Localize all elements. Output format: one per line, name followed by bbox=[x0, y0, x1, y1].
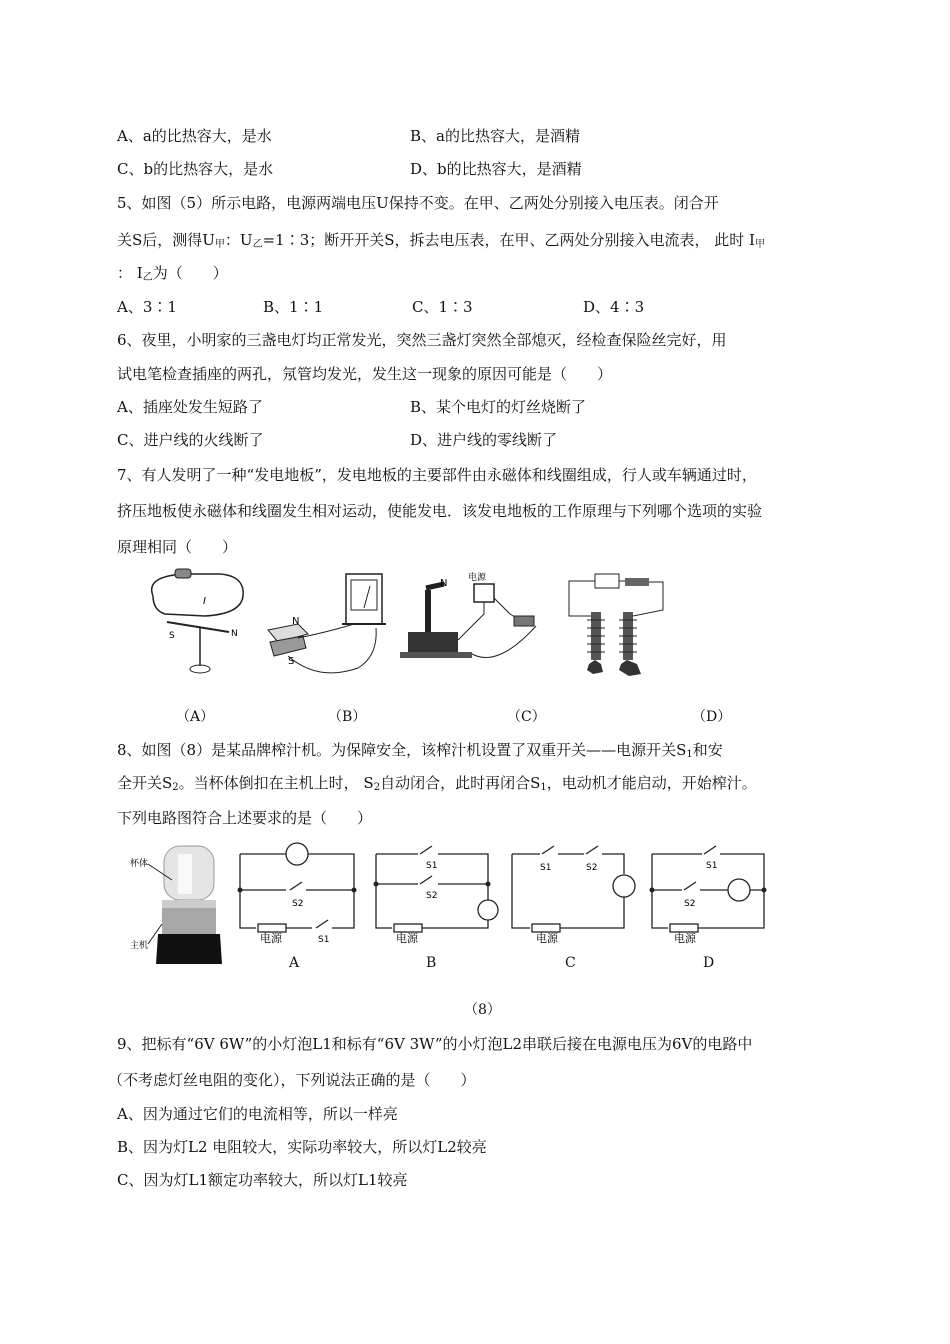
q6-option-b: B、某个电灯的灯丝烧断了 bbox=[410, 398, 587, 416]
figure-c-n-label: N bbox=[440, 578, 448, 589]
q6-stem-line1: 6、夜里，小明家的三盏电灯均正常发光，突然三盏灯突然全部熄灭，经检查保险丝完好，用 bbox=[117, 331, 727, 349]
q9-option-b: B、因为灯L2 电阻较大，实际功率较大，所以灯L2较亮 bbox=[117, 1138, 487, 1156]
q5-option-b: B、1∶1 bbox=[263, 298, 324, 316]
figure-a-current-label: I bbox=[203, 596, 206, 607]
q9-option-a: A、因为通过它们的电流相等，所以一样亮 bbox=[117, 1105, 398, 1123]
q9-stem-line2: （不考虑灯丝电阻的变化），下列说法正确的是（ ） bbox=[108, 1071, 476, 1089]
q5-stem-line3: ： $I_乙$为（ ） bbox=[117, 264, 228, 283]
q5-option-c: C、1∶3 bbox=[412, 298, 473, 316]
q5-option-a: A、3∶1 bbox=[117, 298, 177, 316]
q7-figure-b bbox=[258, 572, 398, 684]
q7-caption-c: （C） bbox=[507, 709, 546, 725]
q7-figure-a bbox=[145, 566, 250, 681]
q8-circuit-a bbox=[236, 840, 358, 944]
q5-stem-line2: 关S后，测得$U_甲$：$U_乙=1∶3$；断开开关S，拆去电压表，在甲、乙两处分别接入电流表， 此时 $I_甲$ bbox=[117, 231, 765, 250]
juicer-cup-label: 杯体 bbox=[130, 859, 149, 869]
q8-stem-line3: 下列电路图符合上述要求的是（ ） bbox=[117, 809, 373, 827]
q4-option-a: A、a的比热容大，是水 bbox=[117, 127, 272, 145]
circuit-c-s1-label: S1 bbox=[540, 863, 552, 873]
figure-b-n-label: N bbox=[292, 616, 300, 627]
q7-caption-b: （B） bbox=[328, 709, 367, 725]
q8-circuit-c bbox=[510, 840, 640, 944]
circuit-a-s1-label: S1 bbox=[318, 935, 330, 944]
q8-circuit-d bbox=[648, 840, 772, 944]
q7-stem-line3: 原理相同（ ） bbox=[117, 538, 238, 556]
q8-figure-number: （8） bbox=[464, 1002, 501, 1018]
circuit-c-s2-label: S2 bbox=[586, 863, 598, 873]
q5-option-d: D、4∶3 bbox=[583, 298, 645, 316]
juicer-base-label: 主机 bbox=[130, 941, 149, 951]
circuit-d-source-label: 电源 bbox=[674, 932, 696, 944]
q6-option-a: A、插座处发生短路了 bbox=[117, 398, 263, 416]
q5-stem-line1: 5、如图（5）所示电路，电源两端电压U保持不变。在甲、乙两处分别接入电压表。闭合开 bbox=[117, 194, 719, 212]
figure-c-source-label: 电源 bbox=[468, 573, 487, 583]
q4-option-b: B、a的比热容大，是酒精 bbox=[410, 127, 580, 145]
q9-option-c: C、因为灯L1额定功率较大，所以灯L1较亮 bbox=[117, 1171, 408, 1189]
q8-caption-a: A bbox=[289, 955, 300, 971]
circuit-c-source-label: 电源 bbox=[536, 932, 558, 944]
figure-b-s-label: S bbox=[288, 656, 295, 667]
q6-option-d: D、进户线的零线断了 bbox=[410, 431, 558, 449]
q7-figure-d bbox=[565, 572, 670, 680]
circuit-d-s2-label: S2 bbox=[684, 899, 696, 909]
q8-caption-b: B bbox=[426, 955, 437, 971]
q7-caption-d: （D） bbox=[692, 709, 732, 725]
circuit-a-source-label: 电源 bbox=[260, 932, 282, 944]
circuit-b-s2-label: S2 bbox=[426, 891, 438, 901]
q7-figure-c bbox=[398, 570, 548, 680]
q4-option-c: C、b的比热容大，是水 bbox=[117, 160, 274, 178]
q8-caption-d: D bbox=[703, 955, 715, 971]
figure-a-s-label: S bbox=[169, 631, 175, 641]
circuit-d-s1-label: S1 bbox=[706, 861, 718, 871]
q7-stem-line2: 挤压地板使永磁体和线圈发生相对运动，使能发电．该发电地板的工作原理与下列哪个选项的实验 bbox=[117, 502, 763, 520]
circuit-a-s2-label: S2 bbox=[292, 899, 304, 909]
q6-stem-line2: 试电笔检查插座的两孔，氖管均发光，发生这一现象的原因可能是（ ） bbox=[117, 365, 613, 383]
q8-circuit-b bbox=[372, 840, 502, 944]
q7-stem-line1: 7、有人发明了一种“发电地板”，发电地板的主要部件由永磁体和线圈组成，行人或车辆通过时， bbox=[117, 466, 757, 484]
q6-option-c: C、进户线的火线断了 bbox=[117, 431, 264, 449]
q7-caption-a: （A） bbox=[176, 709, 215, 725]
circuit-b-s1-label: S1 bbox=[426, 861, 438, 871]
juicer-photo bbox=[128, 840, 223, 970]
circuit-b-source-label: 电源 bbox=[396, 932, 418, 944]
figure-a-n-label: N bbox=[231, 629, 238, 639]
q8-stem-line2: 全开关$S_2$。当杯体倒扣在主机上时， $S_2$自动闭合，此时再闭合$S_1$，电动机才能启动，开始榨汁。 bbox=[117, 774, 757, 793]
q4-option-d: D、b的比热容大，是酒精 bbox=[410, 160, 582, 178]
q8-stem-line1: 8、如图（8）是某品牌榨汁机。为保障安全，该榨汁机设置了双重开关——电源开关$S_1$和安 bbox=[117, 741, 723, 760]
q9-stem-line1: 9、把标有“6V 6W”的小灯泡L1和标有“6V 3W”的小灯泡L2串联后接在电源电压为6V的电路中 bbox=[117, 1035, 753, 1053]
q8-caption-c: C bbox=[565, 955, 576, 971]
